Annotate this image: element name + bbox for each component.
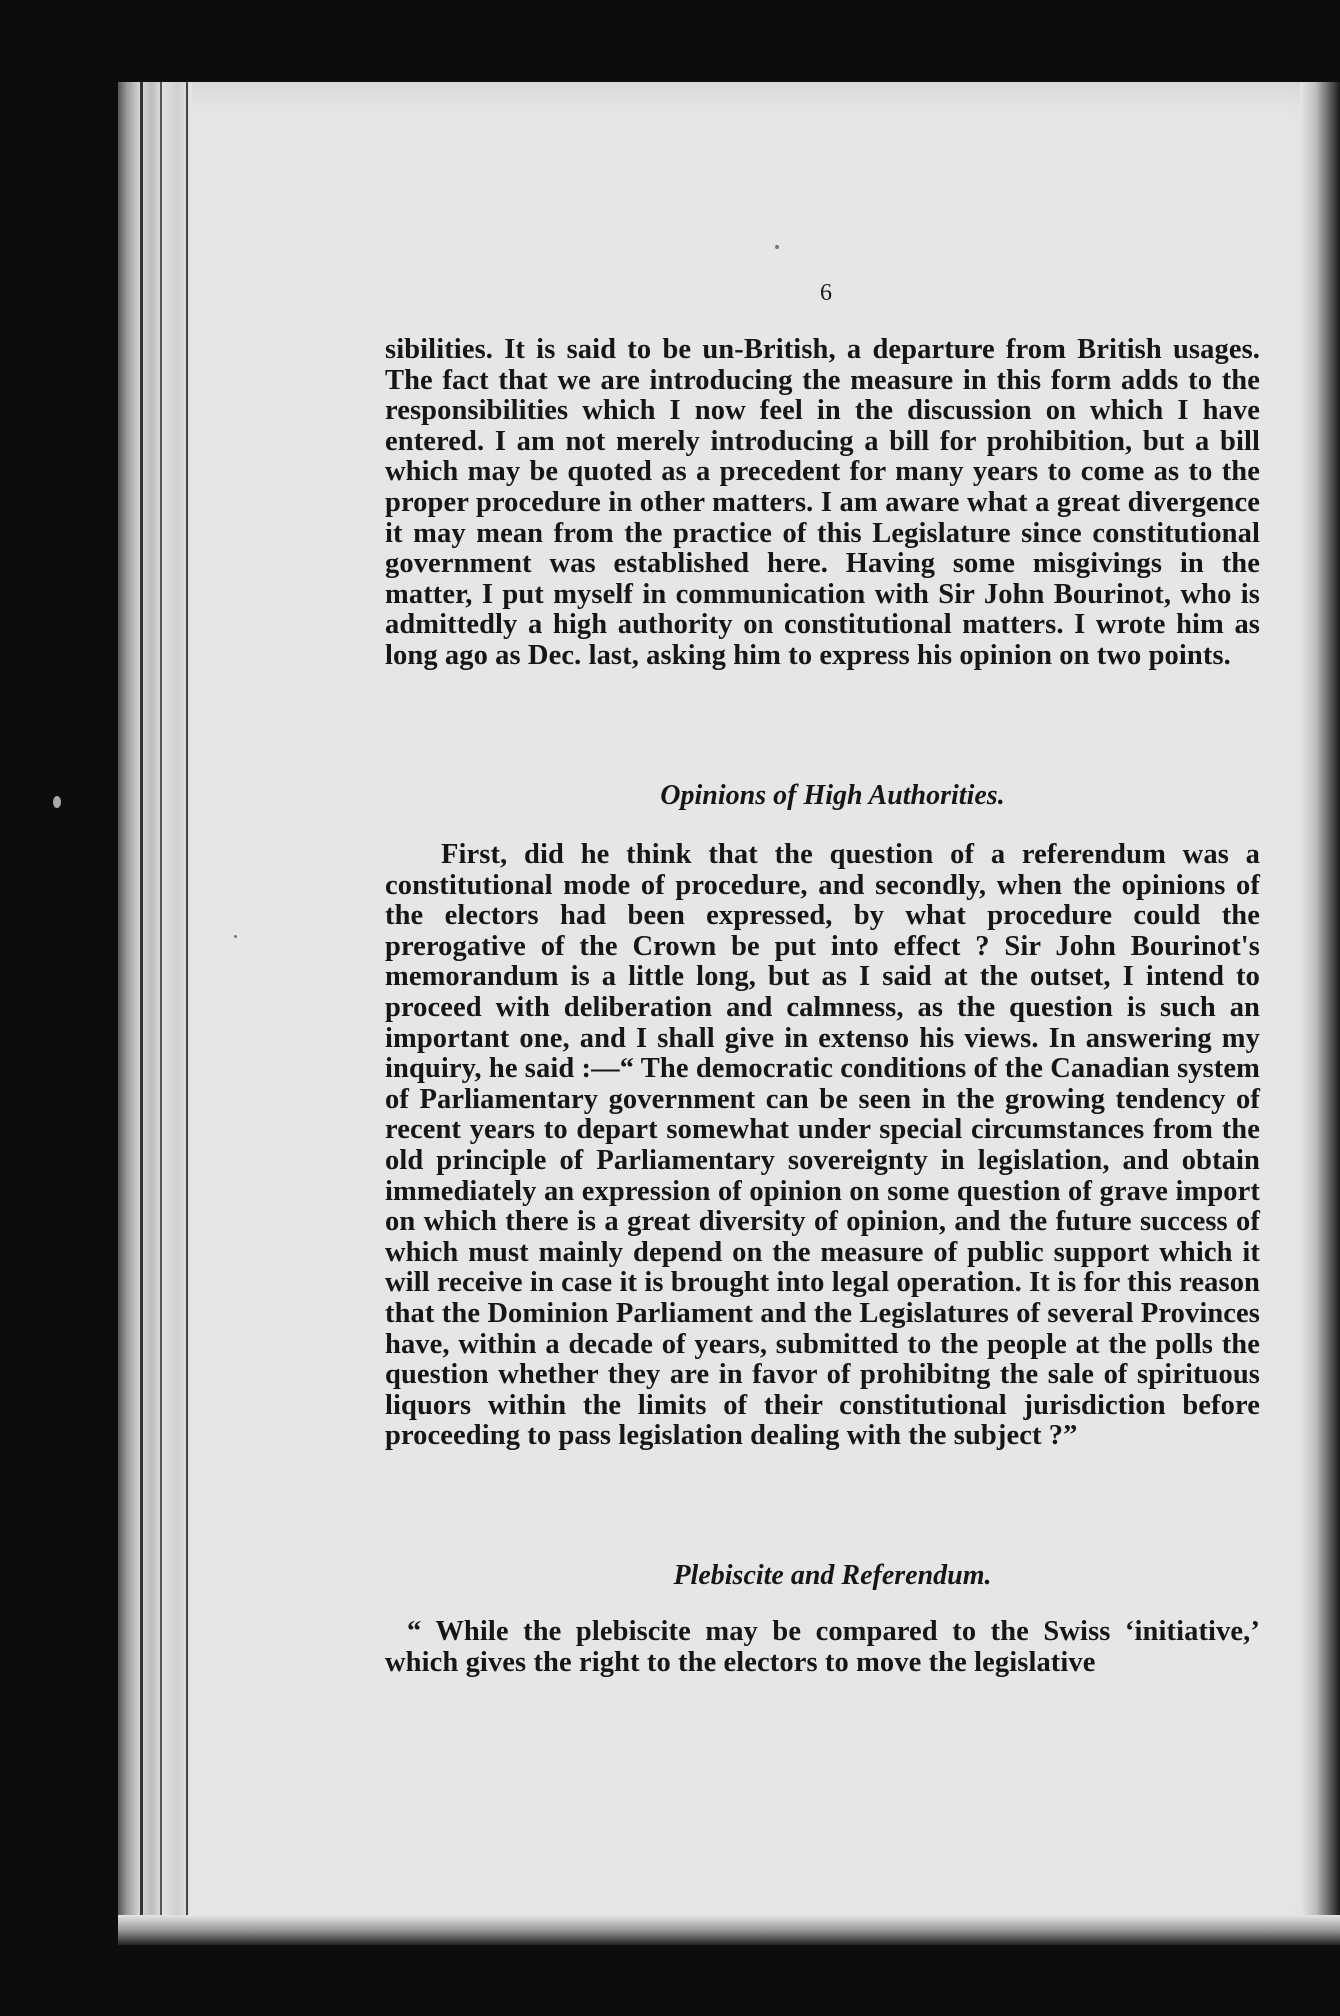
speck — [234, 935, 237, 938]
speck — [53, 796, 61, 808]
paragraph-3: “ While the plebiscite may be compared to the Swiss ‘initiative,’ which gives the right to the electors to move the legislative — [385, 1616, 1260, 1678]
page-number: 6 — [820, 280, 832, 306]
page-right-edge — [1300, 82, 1340, 1944]
section-heading-plebiscite: Plebiscite and Referendum. — [673, 1560, 992, 1591]
binding-line — [140, 82, 143, 1944]
binding-line — [186, 82, 188, 1944]
binding-line — [160, 82, 162, 1944]
paragraph-1: sibilities. It is said to be un-British, a departure from British usages. The fact that we are introducing the measure in this form adds to the responsibilities which I now feel in the discussion on which I have entered. I am not merely introducing a bill for prohibition, but a bill which may be quoted as a precedent for many years to come as to the proper procedure in other matters. I am aware what a great divergence it may mean from the practice of this Legislature since constitutional government was established here. Having some misgivings in the matter, I put myself in communication with Sir John Bourinot, who is admittedly a high authority on constitutional matters. I wrote him as long ago as Dec. last, asking him to express his opinion on two points. — [385, 334, 1260, 671]
page-bottom-edge — [118, 1915, 1340, 1945]
page-binding — [118, 82, 192, 1944]
paragraph-2: First, did he think that the question of a referendum was a constitutional mode of procedure, and secondly, when the opinions of the electors had been expressed, by what procedure could the prerogative of the Crown be put into effect ? Sir John Bourinot's memorandum is a little long, but as I said at the outset, I intend to proceed with deliberation and calmness, as the question is such an important one, and I shall give in extenso his views. In answering my inquiry, he said :—“ The democratic conditions of the Canadian system of Parliamentary government can be seen in the growing tendency of recent years to depart somewhat under special circumstances from the old principle of Parliamentary sovereignty in legislation, and obtain immediately an expression of opinion on some question of grave import on which there is a great diversity of opinion, and the future success of which must mainly depend on the measure of public support which it will receive in case it is brought into legal operation. It is for this reason that the Dominion Parliament and the Legislatures of several Provinces have, within a decade of years, submitted to the people at the polls the question whether they are in favor of prohibitng the sale of spirituous liquors within the limits of their constitutional jurisdiction before proceeding to pass legislation dealing with the subject ?” — [385, 839, 1260, 1452]
speck — [775, 245, 779, 249]
section-heading-opinions: Opinions of High Authorities. — [660, 780, 1005, 811]
